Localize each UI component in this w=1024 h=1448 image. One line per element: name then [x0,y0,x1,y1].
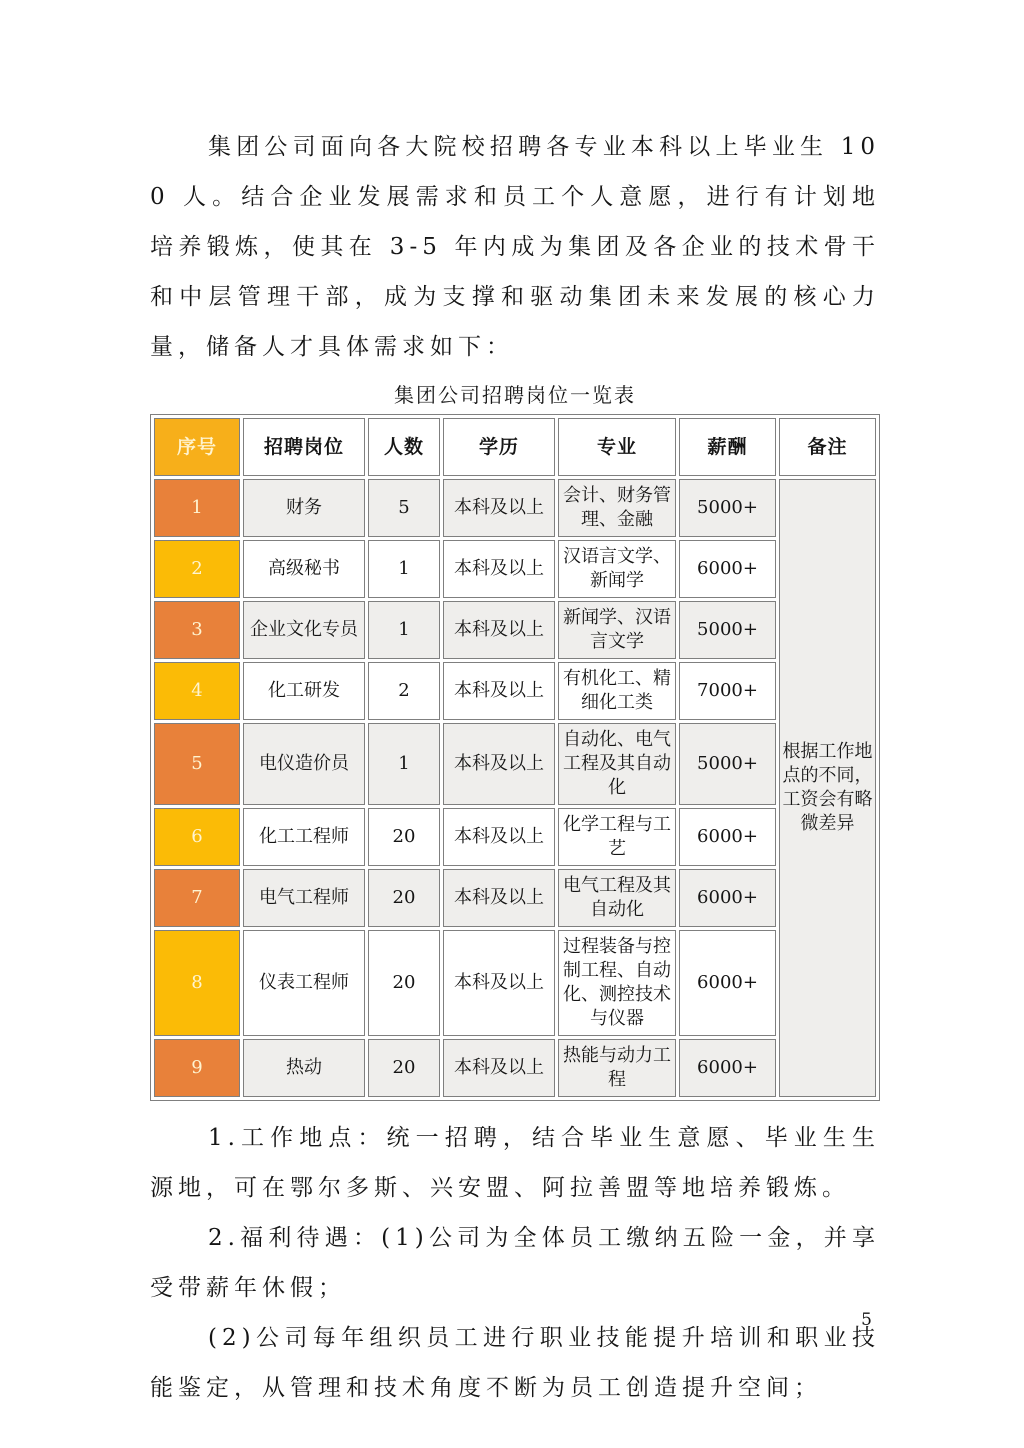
cell-salary: 6000+ [679,808,776,866]
table-row [154,723,876,805]
cell-seq: 9 [154,1039,240,1097]
cell-education: 本科及以上 [443,723,555,805]
cell-major: 电气工程及其自动化 [558,869,676,927]
page-number: 5 [861,1310,872,1330]
cell-seq: 2 [154,540,240,598]
cell-position: 仪表工程师 [243,930,365,1036]
cell-position: 高级秘书 [243,540,365,598]
cell-major: 新闻学、汉语言文学 [558,601,676,659]
cell-major: 自动化、电气工程及其自动化 [558,723,676,805]
cell-position: 电气工程师 [243,869,365,927]
cell-seq: 5 [154,723,240,805]
table-row [154,601,876,659]
cell-salary: 6000+ [679,930,776,1036]
cell-count: 1 [368,601,440,659]
cell-position: 财务 [243,479,365,537]
cell-count: 20 [368,930,440,1036]
cell-count: 2 [368,662,440,720]
header-cell: 薪酬 [679,418,776,476]
cell-education: 本科及以上 [443,540,555,598]
cell-education: 本科及以上 [443,808,555,866]
cell-position: 热动 [243,1039,365,1097]
cell-major: 过程装备与控制工程、自动化、测控技术与仪器 [558,930,676,1036]
cell-seq: 7 [154,869,240,927]
table-header-row [154,418,876,476]
cell-seq: 3 [154,601,240,659]
cell-education: 本科及以上 [443,1039,555,1097]
table-row [154,1039,876,1097]
cell-count: 5 [368,479,440,537]
cell-count: 20 [368,808,440,866]
cell-major: 化学工程与工艺 [558,808,676,866]
cell-education: 本科及以上 [443,869,555,927]
table-row [154,808,876,866]
cell-salary: 6000+ [679,869,776,927]
cell-education: 本科及以上 [443,601,555,659]
cell-salary: 6000+ [679,540,776,598]
cell-education: 本科及以上 [443,479,555,537]
cell-position: 电仪造价员 [243,723,365,805]
cell-position: 化工研发 [243,662,365,720]
table-row [154,662,876,720]
table-row [154,540,876,598]
table-row [154,479,876,537]
cell-count: 1 [368,723,440,805]
cell-seq: 1 [154,479,240,537]
header-cell: 招聘岗位 [243,418,365,476]
cell-salary: 6000+ [679,1039,776,1097]
cell-seq: 4 [154,662,240,720]
table-title: 集团公司招聘岗位一览表 [394,383,636,407]
intro-paragraph: 集团公司面向各大院校招聘各专业本科以上毕业生 100 人。结合企业发展需求和员工个人意愿，进行有计划地培养锻炼，使其在 3-5 年内成为集团及各企业的技术骨干和中层管理干部，成为支撑和驱动集团未来发展的核心力量，储备人才具体需求如下： [150,134,880,360]
cell-education: 本科及以上 [443,930,555,1036]
cell-count: 20 [368,1039,440,1097]
cell-major: 热能与动力工程 [558,1039,676,1097]
cell-count: 20 [368,869,440,927]
cell-education: 本科及以上 [443,662,555,720]
header-cell-seq: 序号 [154,418,240,476]
table-row [154,869,876,927]
table-row [154,930,876,1036]
paragraph-benefits-2: (2)公司每年组织员工进行职业技能提升培训和职业技能鉴定，从管理和技术角度不断为员工创造提升空间； [150,1325,880,1401]
header-cell: 备注 [779,418,876,476]
cell-count: 1 [368,540,440,598]
header-cell: 专业 [558,418,676,476]
paragraph-benefits-1: 2.福利待遇：(1)公司为全体员工缴纳五险一金，并享受带薪年休假； [150,1225,880,1301]
cell-position: 化工工程师 [243,808,365,866]
cell-position: 企业文化专员 [243,601,365,659]
cell-major: 有机化工、精细化工类 [558,662,676,720]
header-cell: 人数 [368,418,440,476]
cell-seq: 8 [154,930,240,1036]
cell-salary: 7000+ [679,662,776,720]
cell-major: 汉语言文学、新闻学 [558,540,676,598]
cell-salary: 5000+ [679,723,776,805]
recruitment-table [150,414,880,1101]
cell-major: 会计、财务管理、金融 [558,479,676,537]
header-cell: 学历 [443,418,555,476]
cell-seq: 6 [154,808,240,866]
cell-remark: 根据工作地点的不同，工资会有略微差异 [779,479,876,1097]
cell-salary: 5000+ [679,601,776,659]
paragraph-work-location: 1.工作地点：统一招聘，结合毕业生意愿、毕业生生源地，可在鄂尔多斯、兴安盟、阿拉善盟等地培养锻炼。 [150,1125,880,1201]
cell-salary: 5000+ [679,479,776,537]
